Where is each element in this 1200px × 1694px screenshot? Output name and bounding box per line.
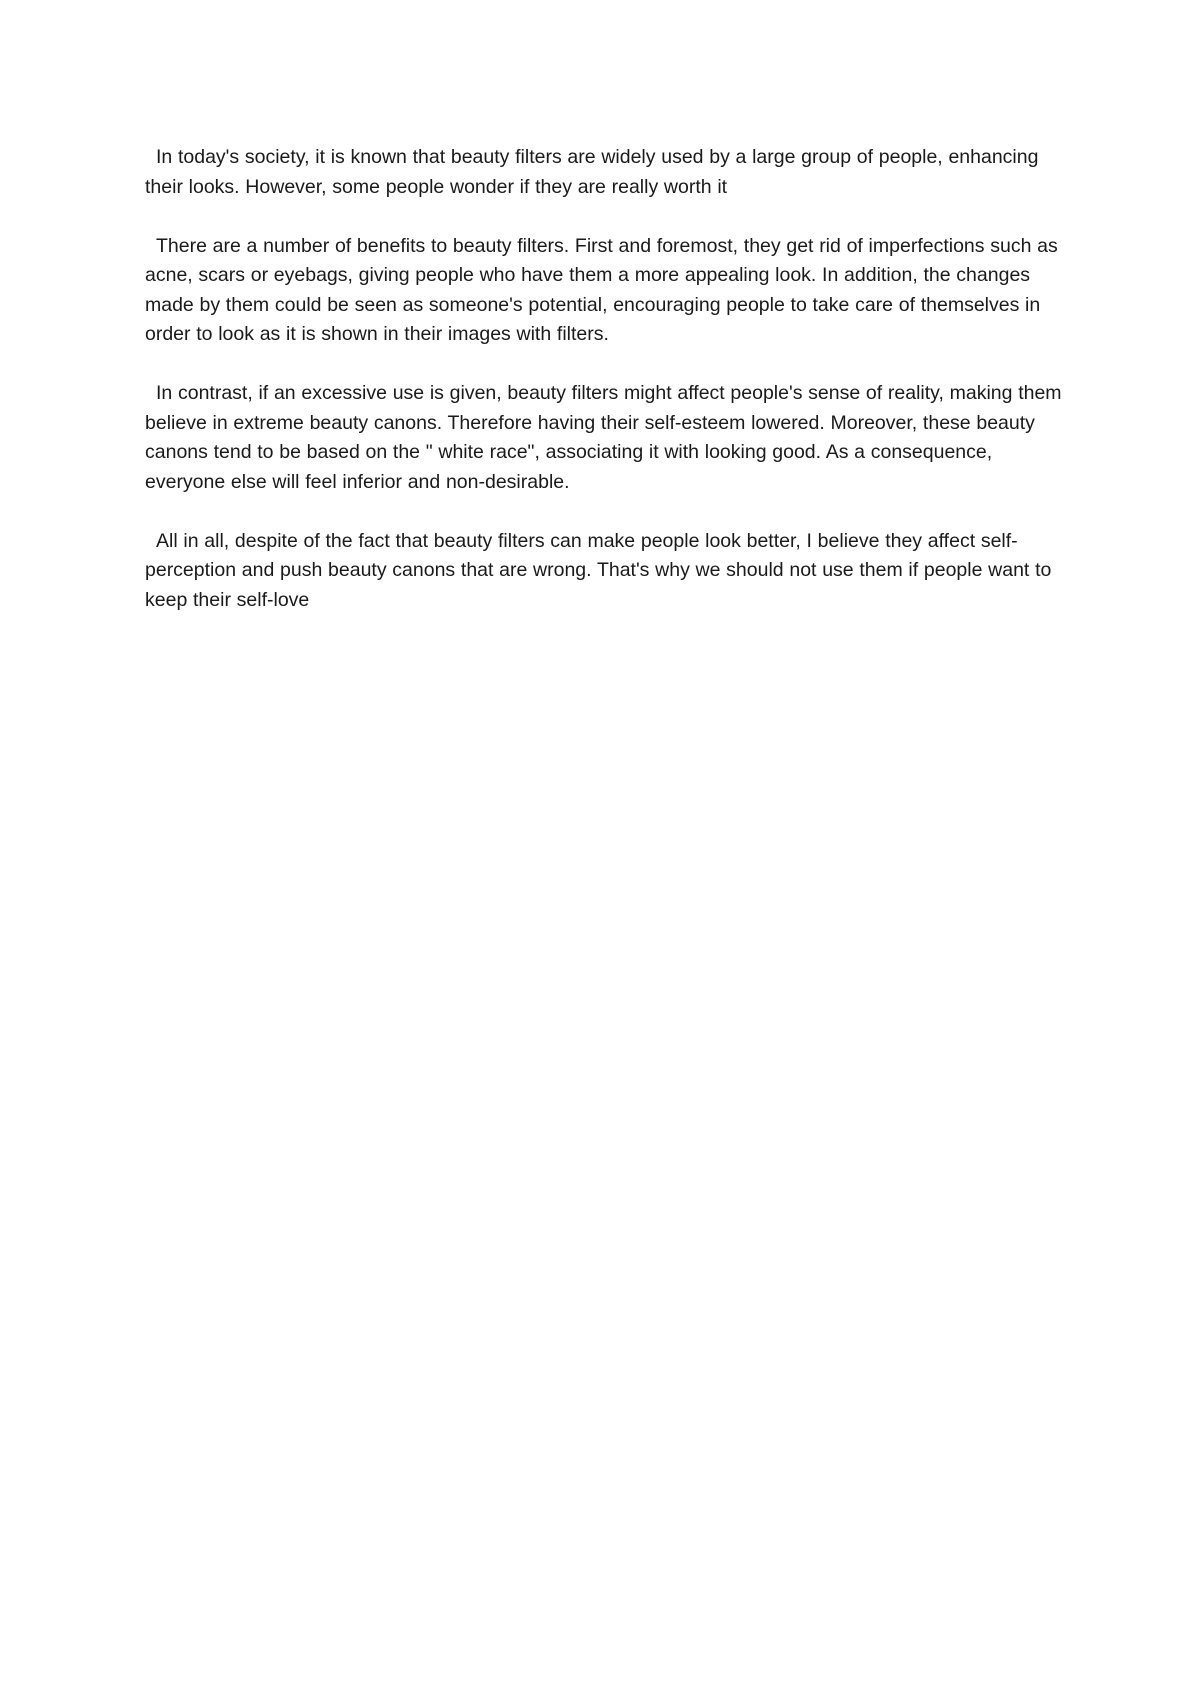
- paragraph-benefits: There are a number of benefits to beauty filters. First and foremost, they get rid of imperfections such as acne, scars or eyebags, giving people who have them a more appealing look. In addition, the changes made by them could be seen as someone's potential, encouraging people to take care of themselves in order to look as it is shown in their images with filters.: [145, 234, 1058, 345]
- paragraph-introduction: In today's society, it is known that beauty filters are widely used by a large group of people, enhancing their looks. However, some people wonder if they are really worth it: [145, 146, 1039, 198]
- paragraph-conclusion: All in all, despite of the fact that beauty filters can make people look better, I believe they affect self-perception and push beauty canons that are wrong. That's why we should not use them if people want to keep their self-love: [145, 529, 1052, 611]
- document-body: [145, 143, 1065, 645]
- paragraph-drawbacks: In contrast, if an excessive use is given, beauty filters might affect people's sense of reality, making them believe in extreme beauty canons. Therefore having their self-esteem lowered. Moreover, these beauty canons tend to be based on the " white race", associating it with looking good. As a consequence, everyone else will feel inferior and non-desirable.: [145, 382, 1062, 493]
